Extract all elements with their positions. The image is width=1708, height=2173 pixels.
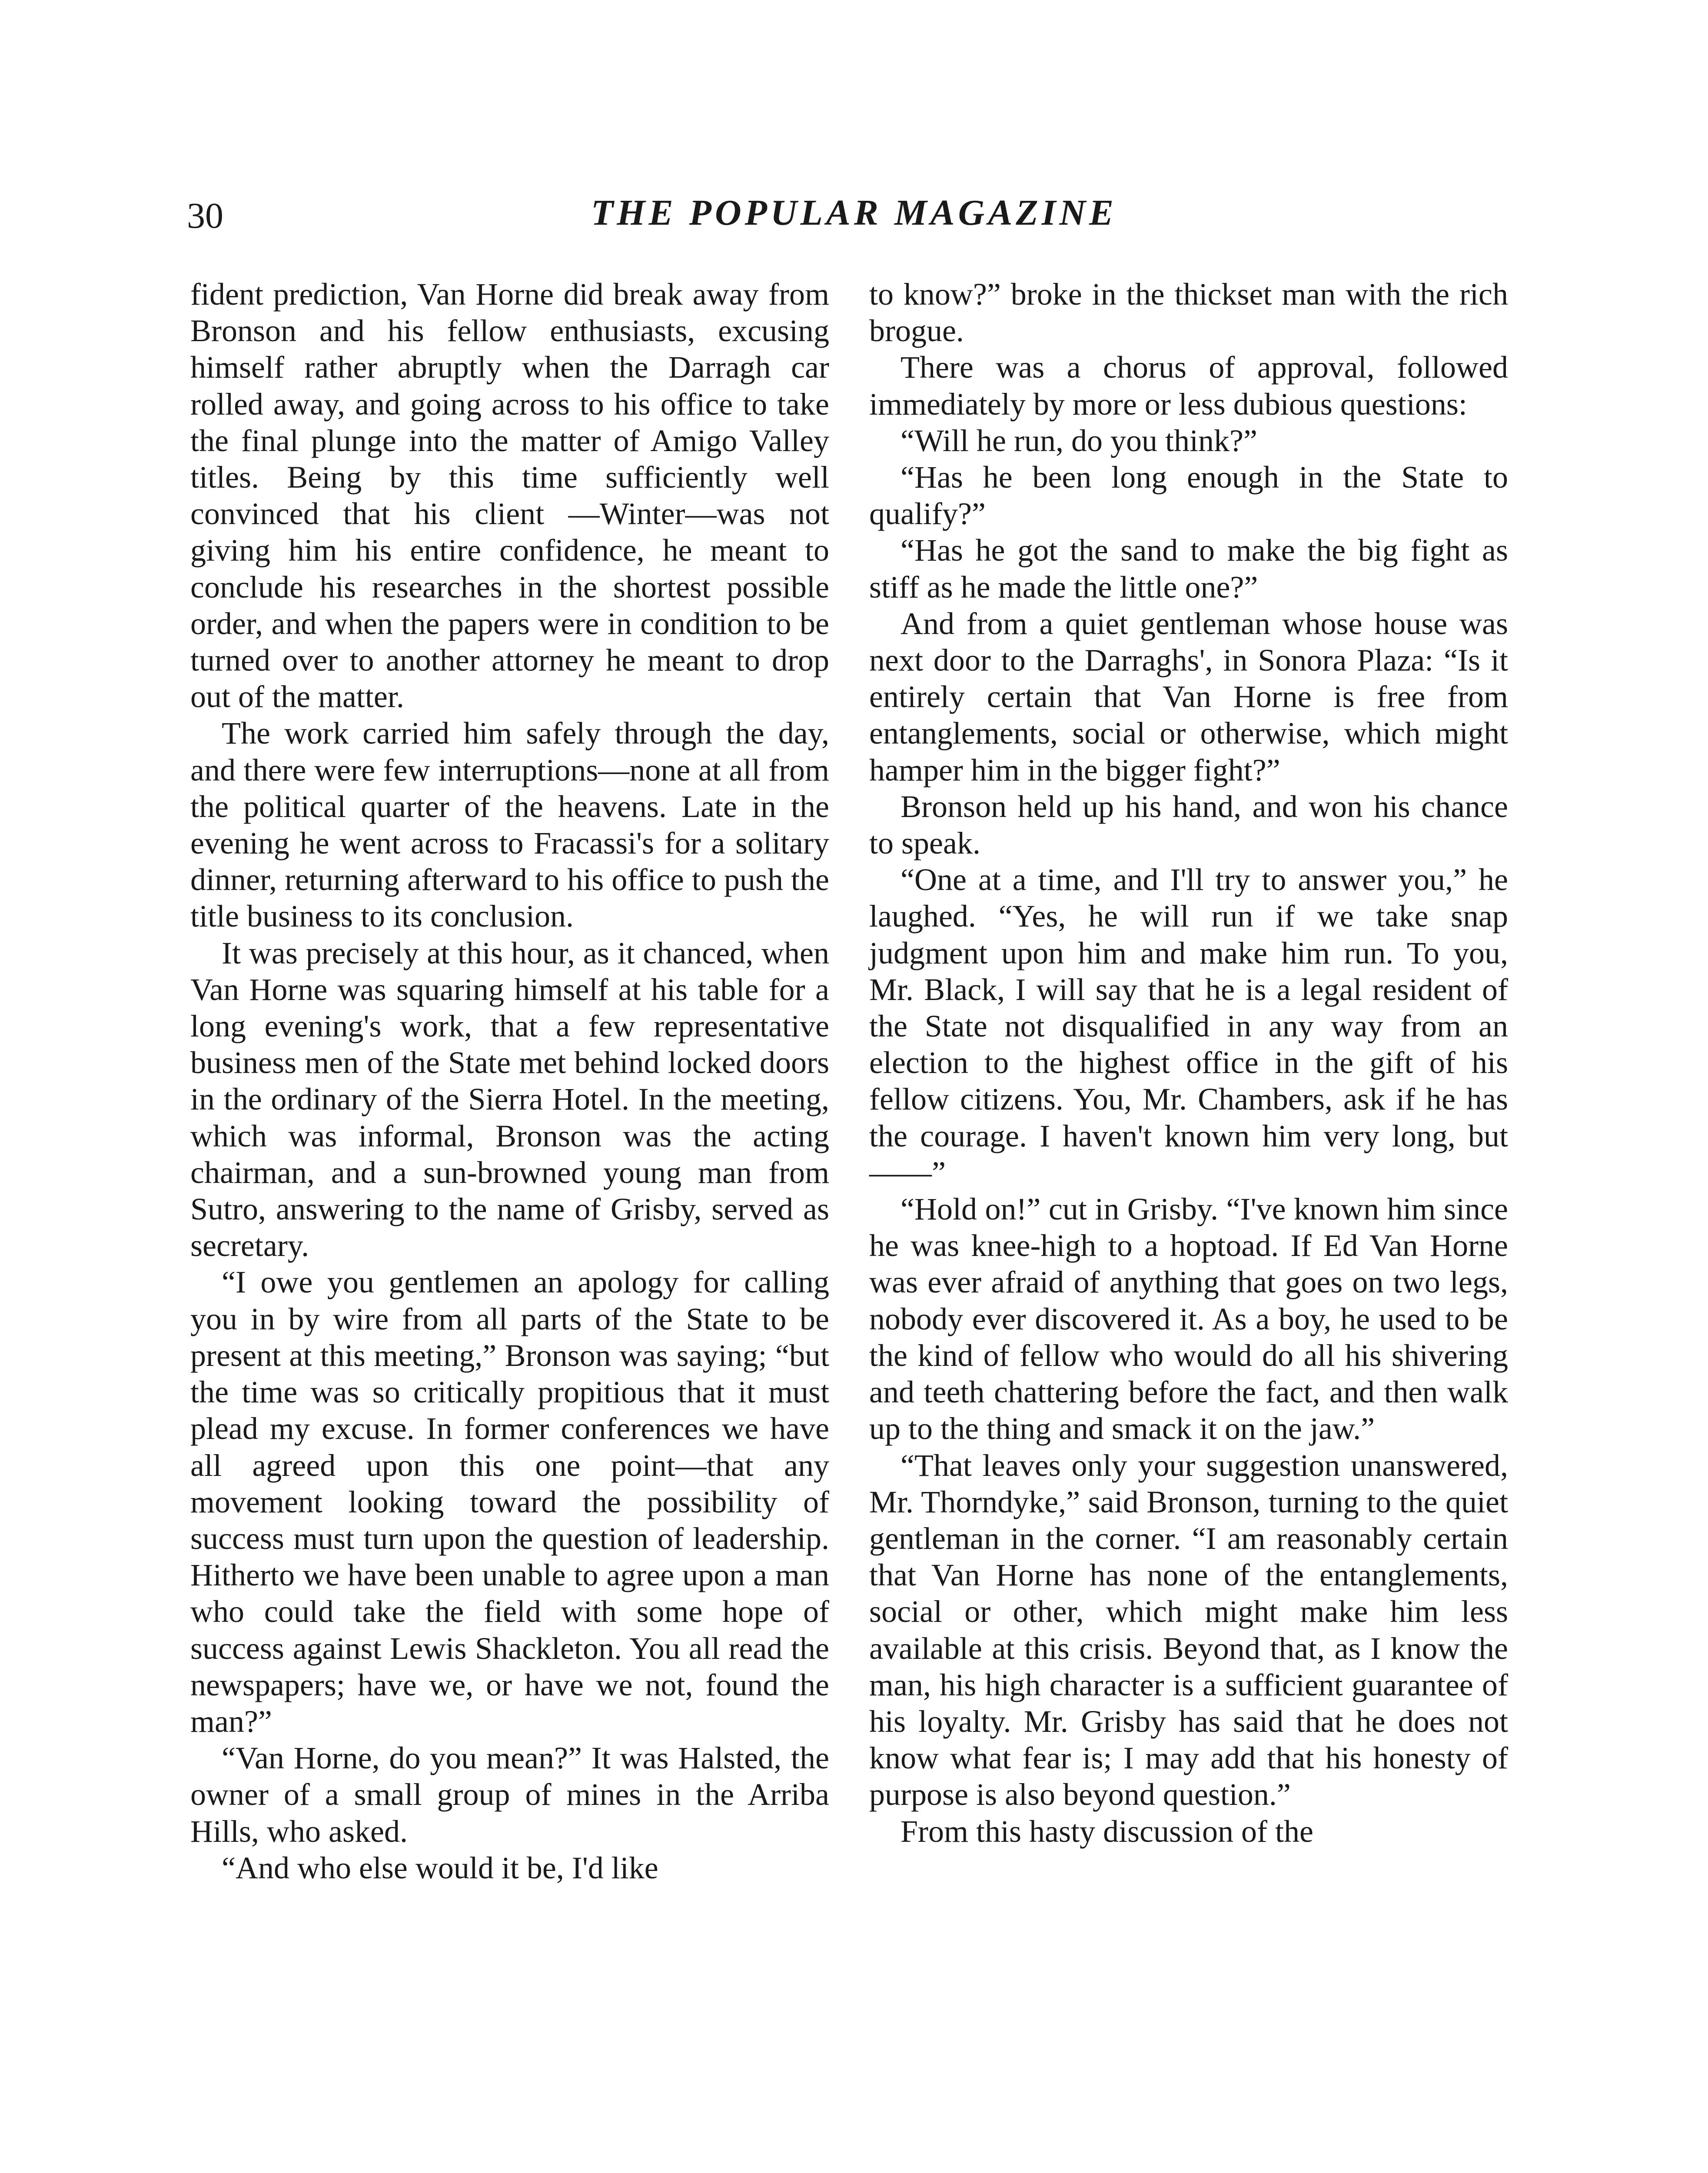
- paragraph: And from a quiet gentleman whose house was next door to the Darraghs', in Sonora Plaza: “Is it entirely certain that Van Horne is free from entanglements, social or otherwise, which might hamper him in the bigger fight?”: [869, 606, 1508, 787]
- paragraph: “That leaves only your suggestion unanswered, Mr. Thorndyke,” said Bronson, turning to the quiet gentleman in the corner. “I am reasonably certain that Van Horne has none of the entanglements, social or other, which might make him less available at this crisis. Beyond that, as I know the man, his high character is a sufficient guarantee of his loyalty. Mr. Grisby has said that he does not know what fear is; I may add that his honesty of purpose is also beyond question.”: [869, 1448, 1508, 1812]
- paragraph: “Will he run, do you think?”: [901, 423, 1257, 458]
- right-column: [869, 276, 1508, 1850]
- paragraph: “And who else would it be, I'd like: [222, 1850, 658, 1885]
- paragraph: There was a chorus of approval, followed immediately by more or less dubious questions:: [869, 350, 1508, 422]
- paragraph: Bronson held up his hand, and won his chance to speak.: [869, 789, 1508, 861]
- paragraph: From this hasty discussion of the: [901, 1814, 1313, 1849]
- paragraph: “Has he got the sand to make the big fight as stiff as he made the little one?”: [869, 533, 1508, 605]
- paragraph: “Has he been long enough in the State to qualify?”: [869, 460, 1508, 532]
- paragraph: It was precisely at this hour, as it chanced, when Van Horne was squaring himself at his table for a long evening's work, that a few representative business men of the State met behind locked doors in the ordinary of the Sierra Hotel. In the meeting, which was informal, Bronson was the acting chairman, and a sun-browned young man from Sutro, answering to the name of Grisby, served as secretary.: [190, 935, 829, 1263]
- paragraph: “One at a time, and I'll try to answer you,” he laughed. “Yes, he will run if we take snap judgment upon him and make him run. To you, Mr. Black, I will say that he is a legal resident of the State not disqualified in any way from an election to the highest office in the gift of his fellow citizens. You, Mr. Chambers, ask if he has the courage. I haven't known him very long, but——”: [869, 862, 1508, 1190]
- paragraph: “Van Horne, do you mean?” It was Halsted, the owner of a small group of mines in the Arriba Hills, who asked.: [190, 1741, 829, 1849]
- paragraph: “Hold on!” cut in Grisby. “I've known him since he was knee-high to a hoptoad. If Ed Van Horne was ever afraid of anything that goes on two legs, nobody ever discovered it. As a boy, he used to be the kind of fellow who would do all his shivering and teeth chattering before the fact, and then walk up to the thing and smack it on the jaw.”: [869, 1192, 1508, 1446]
- paragraph: The work carried him safely through the day, and there were few interruptions—none at all from the political quarter of the heavens. Late in the evening he went across to Fracassi's for a solitary dinner, returning afterward to his office to push the title business to its conclusion.: [190, 716, 829, 934]
- running-head: THE POPULAR MAGAZINE: [591, 193, 1117, 233]
- paragraph: fident prediction, Van Horne did break away from Bronson and his fellow enthusiasts, excusing himself rather abruptly when the Darragh car rolled away, and going across to his office to take the final plunge into the matter of Amigo Valley titles. Being by this time sufficiently well convinced that his client —Winter—was not giving him his entire confidence, he meant to conclude his researches in the shortest possible order, and when the papers were in condition to be turned over to another attorney he meant to drop out of the matter.: [190, 277, 829, 714]
- paragraph: “I owe you gentlemen an apology for calling you in by wire from all parts of the State to be present at this meeting,” Bronson was saying; “but the time was so critically propitious that it must plead my excuse. In former conferences we have all agreed upon this one point—that any movement looking toward the possibility of success must turn upon the question of leadership. Hitherto we have been unable to agree upon a man who could take the field with some hope of success against Lewis Shackleton. You all read the newspapers; have we, or have we not, found the man?”: [190, 1265, 829, 1739]
- left-column: [190, 276, 829, 1886]
- paragraph: to know?” broke in the thickset man with the rich brogue.: [869, 277, 1508, 349]
- page-number: 30: [187, 196, 223, 236]
